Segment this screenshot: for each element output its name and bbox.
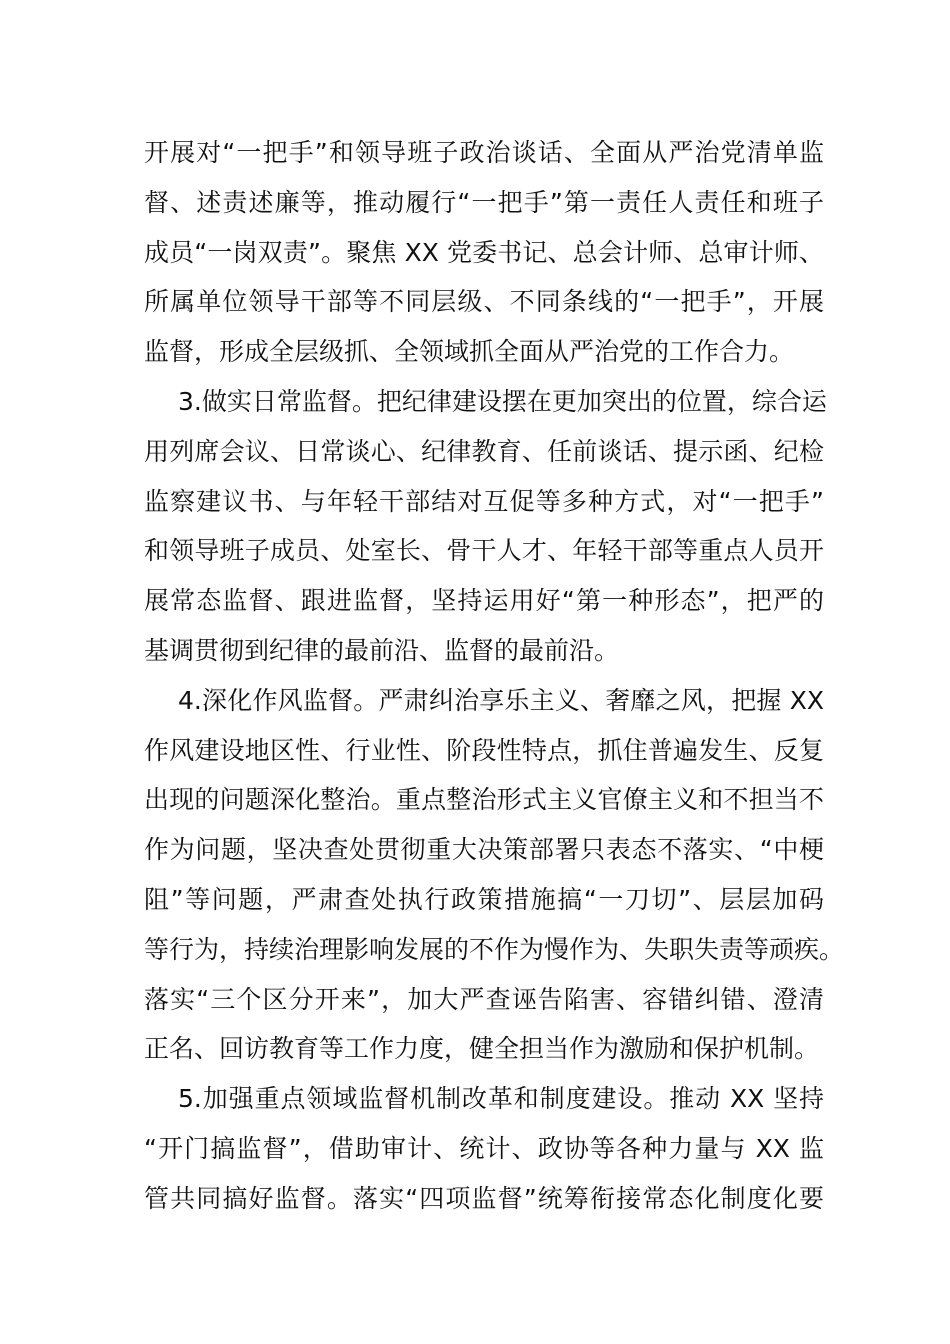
text-line: 督、述责述廉等，推动履行“一把手”第一责任人责任和班子: [144, 187, 824, 217]
text-line: 出现的问题深化整治。重点整治形式主义官僚主义和不担当不: [144, 785, 824, 815]
text-line: 作为问题，坚决查处贯彻重大决策部署只表态不落实、“中梗: [144, 835, 824, 865]
section-heading-line: 3.做实日常监督。把纪律建设摆在更加突出的位置，综合运: [178, 386, 827, 416]
text-line: 和领导班子成员、处室长、骨干人才、年轻干部等重点人员开: [144, 536, 824, 566]
text-line: 基调贯彻到纪律的最前沿、监督的最前沿。: [144, 635, 620, 665]
text-line: 管共同搞好监督。落实“四项监督”统筹衔接常态化制度化要: [144, 1183, 824, 1213]
text-line: 等行为，持续治理影响发展的不作为慢作为、失职失责等顽疾。: [144, 934, 845, 964]
text-line: 监察建议书、与年轻干部结对互促等多种方式，对“一把手”: [144, 486, 824, 516]
text-line: 正名、回访教育等工作力度，健全担当作为激励和保护机制。: [144, 1034, 820, 1064]
text-line: 展常态监督、跟进监督，坚持运用好“第一种形态”，把严的: [144, 586, 824, 616]
section-heading-line: 4.深化作风监督。严肃纠治享乐主义、奢靡之风，把握 XX: [178, 685, 824, 715]
text-line: 成员“一岗双责”。聚焦 XX 党委书记、总会计师、总审计师、: [144, 237, 824, 267]
text-line: 阻”等问题，严肃查处执行政策措施搞“一刀切”、层层加码: [144, 884, 824, 914]
text-line: 落实“三个区分开来”，加大严查诬告陷害、容错纠错、澄清: [144, 984, 824, 1014]
section-heading-line: 5.加强重点领域监督机制改革和制度建设。推动 XX 坚持: [178, 1084, 824, 1114]
text-line: 用列席会议、日常谈心、纪律教育、任前谈话、提示函、纪检: [144, 436, 824, 466]
text-line: 开展对“一把手”和领导班子政治谈话、全面从严治党清单监: [144, 138, 824, 167]
text-line: 作风建设地区性、行业性、阶段性特点，抓住普遍发生、反复: [144, 735, 824, 765]
text-line: 所属单位领导干部等不同层级、不同条线的“一把手”，开展: [144, 287, 824, 317]
body-text: [144, 128, 845, 1224]
text-line: 监督，形成全层级抓、全领域抓全面从严治党的工作合力。: [144, 337, 795, 367]
text-line: “开门搞监督”，借助审计、统计、政协等各种力量与 XX 监: [144, 1133, 824, 1163]
